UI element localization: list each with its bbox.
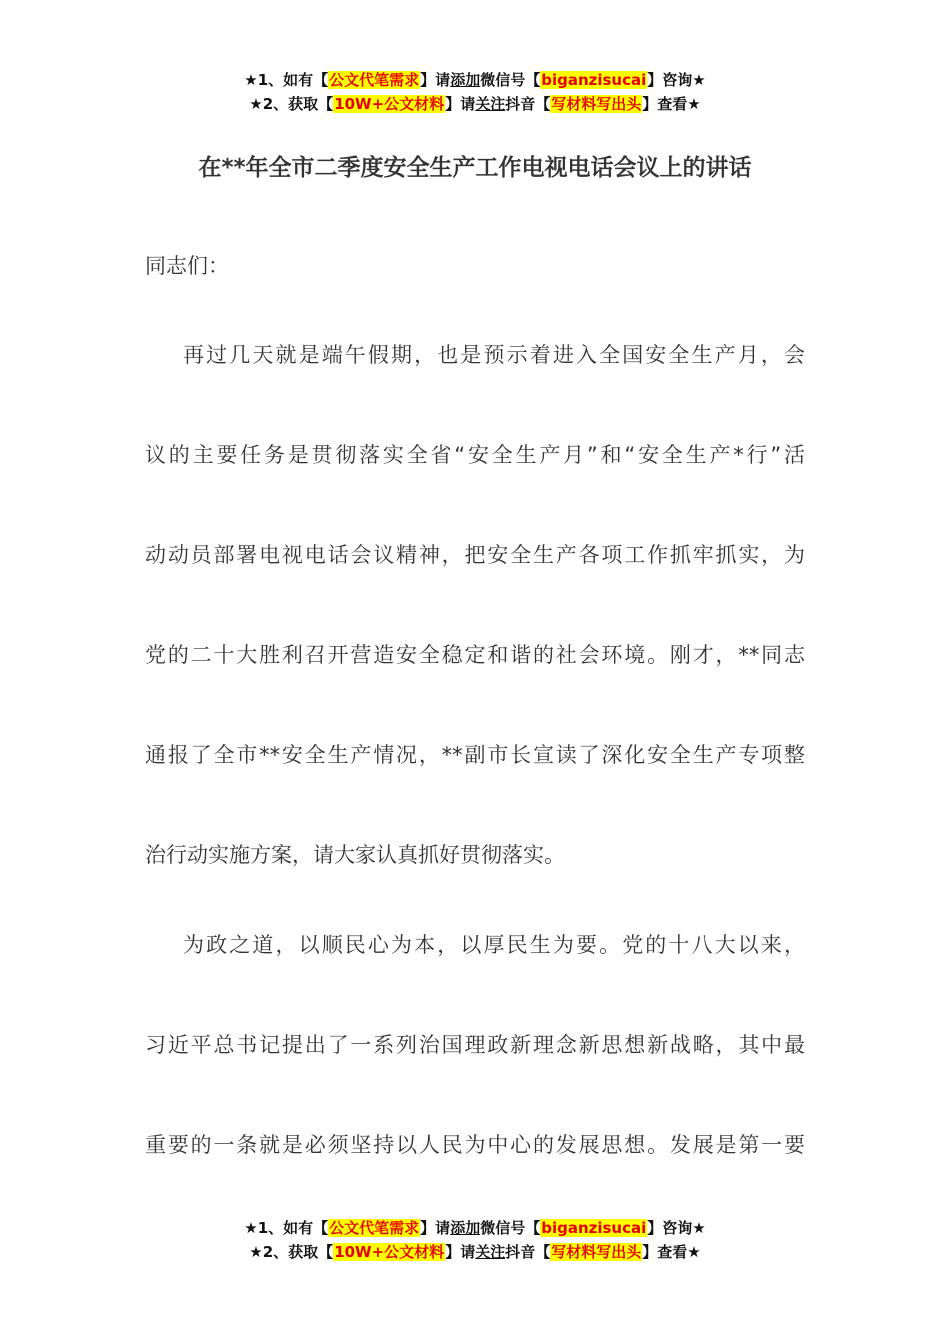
- footer-promo-banner: [0, 1216, 950, 1264]
- promo-highlight: 10W+公文材料: [334, 1243, 445, 1261]
- promo-text: 】请: [445, 1243, 476, 1261]
- promo-text: 抖音【: [505, 95, 551, 113]
- paragraph-line: 再过几天就是端午假期，也是预示着进入全国安全生产月，会: [183, 343, 805, 367]
- header-promo-banner: [0, 68, 950, 116]
- promo-underlined: 关注: [475, 95, 506, 113]
- promo-highlight: 公文代笔需求: [329, 71, 420, 89]
- promo-text: 】请: [420, 71, 451, 89]
- promo-text: ★1、如有【: [244, 71, 329, 89]
- promo-text: ★2、获取【: [249, 1243, 334, 1261]
- promo-text: 】咨询★: [647, 71, 706, 89]
- promo-text: 】请: [445, 95, 476, 113]
- paragraph-line: 党的二十大胜利召开营造安全稳定和谐的社会环境。刚才，**同志: [145, 643, 805, 667]
- promo-wechat-id: biganzisucai: [541, 1219, 647, 1237]
- promo-text: ★2、获取【: [249, 95, 334, 113]
- paragraph-line: 习近平总书记提出了一系列治国理政新理念新思想新战略，其中最: [145, 1033, 805, 1057]
- promo-text: 抖音【: [505, 1243, 551, 1261]
- promo-highlight: 10W+公文材料: [334, 95, 445, 113]
- promo-underlined: 添加: [450, 1219, 481, 1237]
- promo-text: 】请: [420, 1219, 451, 1237]
- promo-text: 】咨询★: [647, 1219, 706, 1237]
- promo-highlight: 公文代笔需求: [329, 1219, 420, 1237]
- paragraph-line: 为政之道，以顺民心为本，以厚民生为要。党的十八大以来，: [183, 933, 805, 957]
- paragraph-line: 议的主要任务是贯彻落实全省“安全生产月”和“安全生产*行”活: [145, 443, 805, 467]
- promo-text: 】查看★: [642, 95, 701, 113]
- promo-line-1: [0, 68, 950, 92]
- paragraph-line: 重要的一条就是必须坚持以人民为中心的发展思想。发展是第一要: [145, 1133, 805, 1157]
- promo-line-2: [0, 1240, 950, 1264]
- promo-text: ★1、如有【: [244, 1219, 329, 1237]
- promo-text: 】查看★: [642, 1243, 701, 1261]
- promo-wechat-id: biganzisucai: [541, 71, 647, 89]
- paragraph-line: 通报了全市**安全生产情况，**副市长宣读了深化安全生产专项整: [145, 743, 805, 767]
- promo-underlined: 关注: [475, 1243, 506, 1261]
- promo-underlined: 添加: [450, 71, 481, 89]
- paragraph-line: 治行动实施方案，请大家认真抓好贯彻落实。: [145, 843, 565, 867]
- promo-douyin-id: 写材料写出头: [551, 1243, 642, 1261]
- promo-douyin-id: 写材料写出头: [551, 95, 642, 113]
- document-title: 在**年全市二季度安全生产工作电视电话会议上的讲话: [198, 155, 752, 181]
- promo-text: 微信号【: [480, 71, 541, 89]
- paragraph-line: 动动员部署电视电话会议精神，把安全生产各项工作抓牢抓实，为: [145, 543, 805, 567]
- greeting: 同志们：: [145, 254, 229, 278]
- promo-line-1: [0, 1216, 950, 1240]
- promo-line-2: [0, 92, 950, 116]
- promo-text: 微信号【: [480, 1219, 541, 1237]
